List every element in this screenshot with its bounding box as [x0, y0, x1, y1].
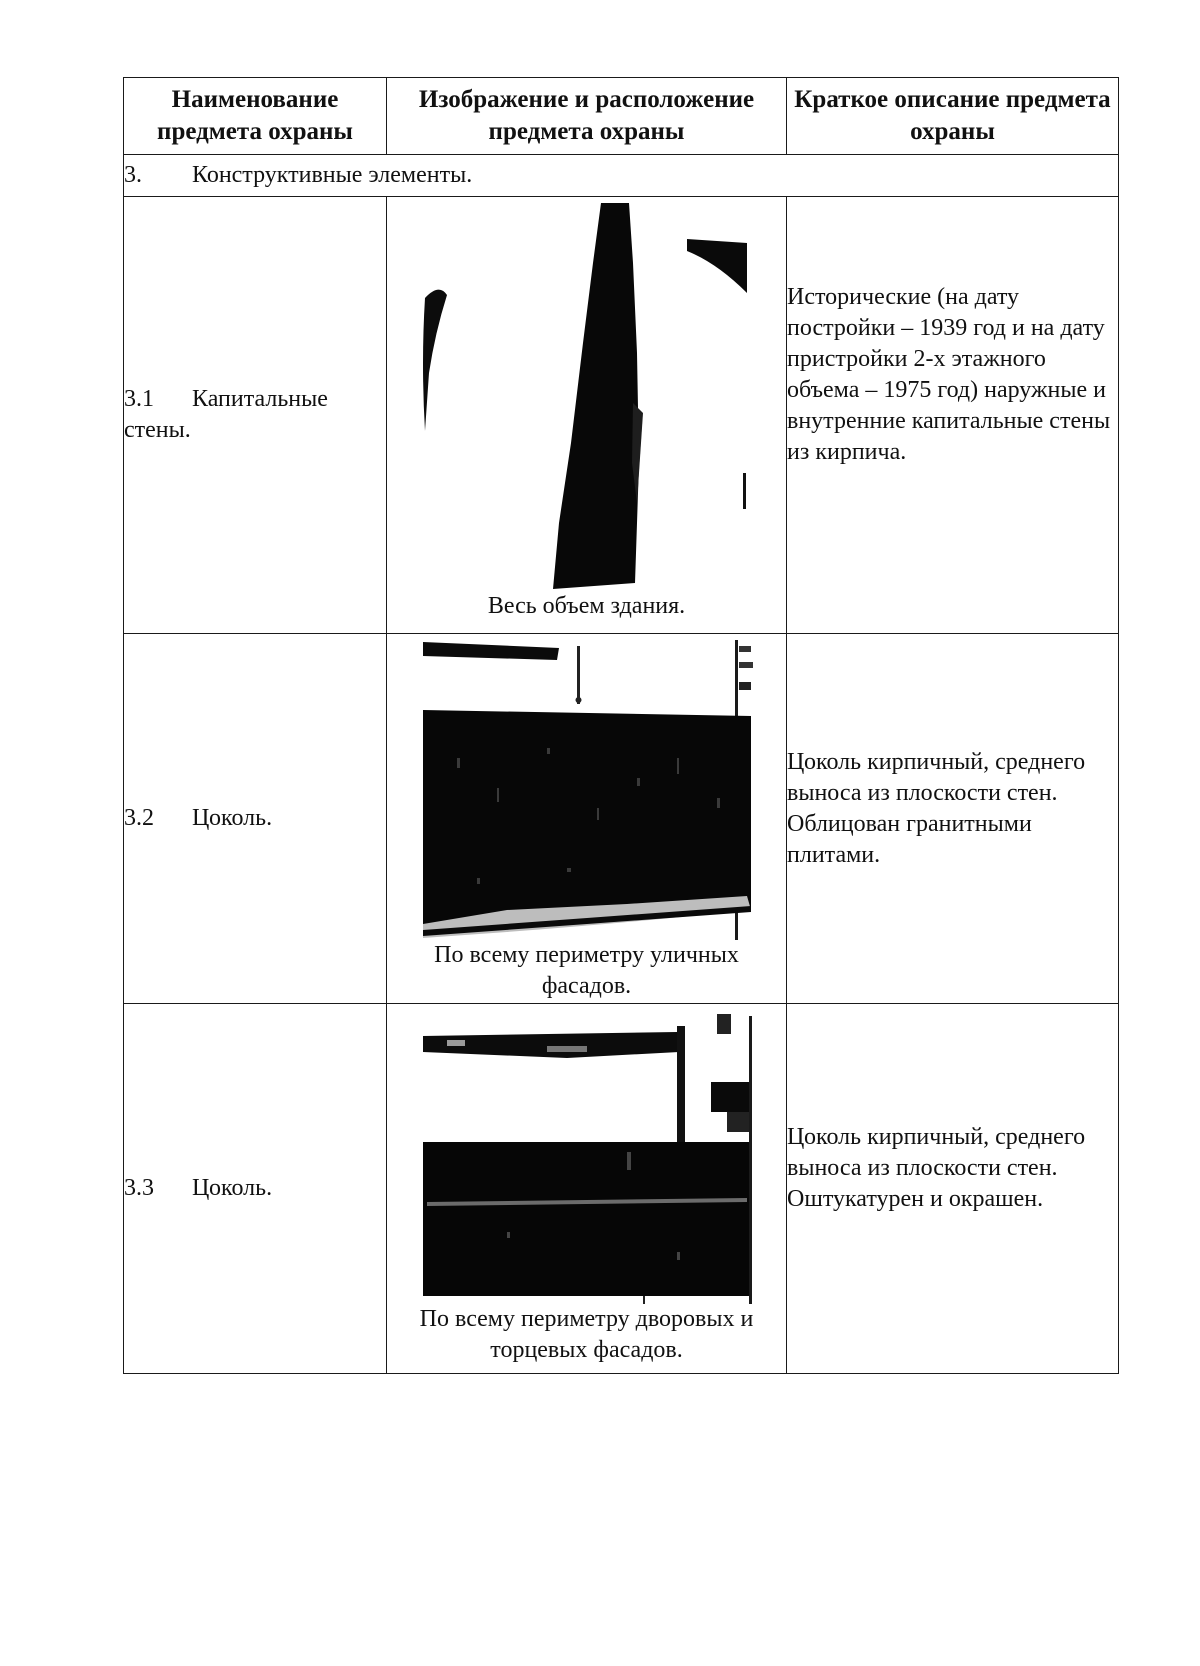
protection-table — [123, 77, 1119, 1374]
item-caption: По всему периметру дворовых и торцевых фасадов. — [419, 1306, 754, 1363]
header-description: Краткое описание предмета охраны — [787, 78, 1119, 155]
item-name-cell — [124, 1004, 387, 1374]
item-description: Цоколь кирпичный, среднего выноса из плоскости стен. Оштукатурен и окрашен. — [787, 1004, 1119, 1374]
item-name: Цоколь. — [192, 805, 273, 831]
item-image-cell — [387, 634, 787, 1004]
walls-photo — [387, 197, 786, 591]
plinth-plaster-photo — [387, 1004, 786, 1304]
walls-photo-graphic — [387, 203, 785, 591]
table-row — [124, 197, 1119, 634]
table-row — [124, 1004, 1119, 1374]
header-image: Изображение и расположение предмета охраны — [387, 78, 787, 155]
section-cell — [124, 155, 1119, 197]
header-row — [124, 78, 1119, 155]
item-number: 3.2 — [124, 805, 154, 831]
table-row — [124, 634, 1119, 1004]
header-name: Наименование предмета охраны — [124, 78, 387, 155]
item-name-cell — [124, 197, 387, 634]
item-image-cell — [387, 1004, 787, 1374]
section-title: Конструктивные элементы. — [192, 162, 473, 188]
plinth-granite-photo-graphic — [387, 638, 785, 940]
item-name-cell — [124, 634, 387, 1004]
plinth-plaster-photo-graphic — [387, 1012, 785, 1304]
item-number: 3.1 — [124, 386, 154, 412]
item-description: Исторические (на дату постройки – 1939 год и на дату пристройки 2-х этажного объема – 1975 год) наружные и внутренние капитальные стены из кирпича. — [787, 197, 1119, 634]
item-description: Цоколь кирпичный, среднего выноса из плоскости стен. Облицован гранитными плитами. — [787, 634, 1119, 1004]
plinth-granite-photo — [387, 634, 786, 940]
item-image-cell — [387, 197, 787, 634]
item-name: Капитальные стены. — [124, 386, 328, 443]
item-name: Цоколь. — [192, 1175, 273, 1201]
item-number: 3.3 — [124, 1175, 154, 1201]
section-row — [124, 155, 1119, 197]
item-caption: По всему периметру уличных фасадов. — [434, 942, 739, 999]
item-caption: Весь объем здания. — [487, 593, 686, 619]
section-number: 3. — [124, 162, 142, 188]
